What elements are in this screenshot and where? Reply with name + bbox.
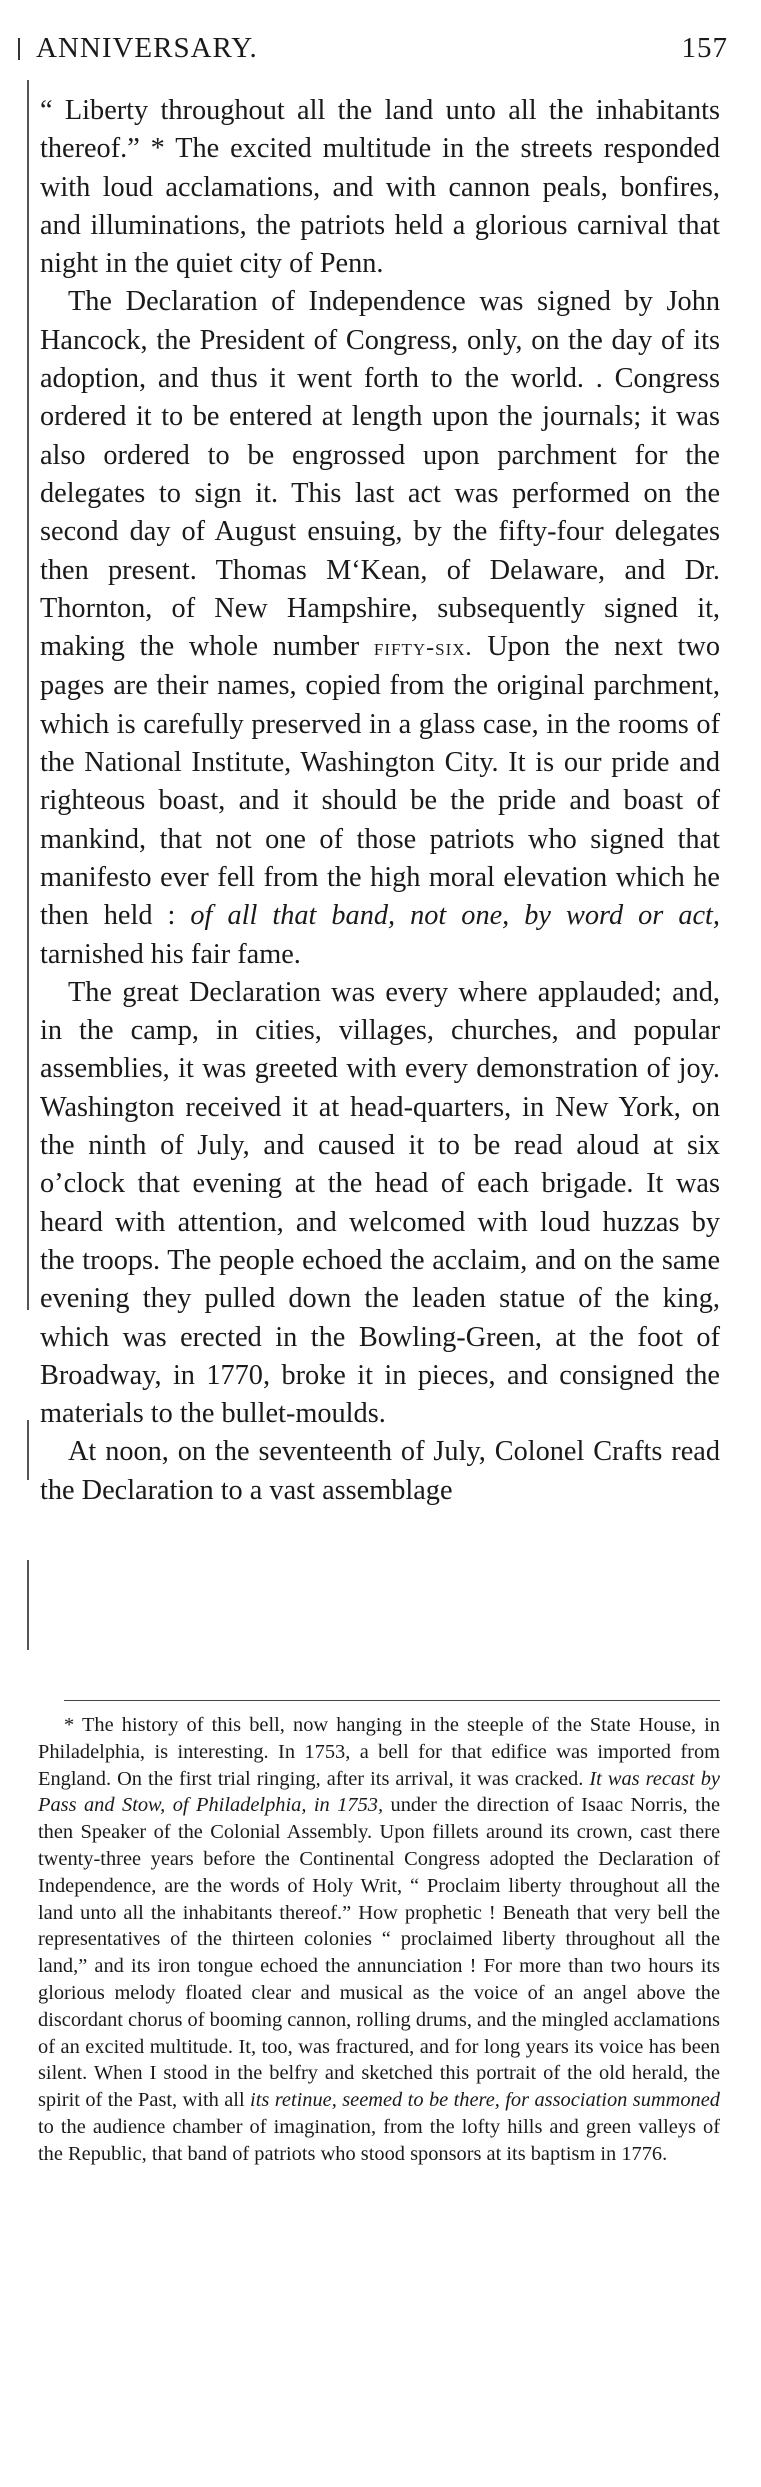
left-margin-rule bbox=[27, 80, 29, 1310]
margin-mark bbox=[18, 38, 20, 60]
paragraph-declaration-signed bbox=[40, 283, 720, 973]
page-number: 157 bbox=[681, 32, 728, 64]
text-run: tarnished his fair fame. bbox=[40, 938, 301, 970]
text-run: under the direction of Isaac Norris, the then Speaker of the Colonial Assembly. Upon fillets around its crown, cast there twenty-three years before the Continental Congress adopted the Declaration of Independence, are the words of Holy Writ, “ Proclaim liberty throughout all the land unto all the inhabitants thereof.” How prophetic ! Beneath that very bell the representatives of the thirteen colonies “ proclaimed liberty throughout all the land,” and its iron tongue echoed the annunciation ! For more than two hours its glorious melody floated clear and musical as the voice of an angel above the discordant chorus of booming cannon, rolling drums, and the mingled acclamations of an excited multitude. It, too, was fractured, and for long years its voice has been silent. When I stood in the belfry and sketched this portrait of the old herald, the spirit of the Past, with all bbox=[38, 1794, 721, 2112]
paragraph-declaration-applauded: The great Declaration was every where applauded; and, in the camp, in cities, villages, churches, and popular assemblies, it was greeted with every demonstration of joy. Washington received it at head-quarters, in New York, on the ninth of July, and caused it to be read aloud at six o’clock that evening at the head of each brigade. It was heard with attention, and welcomed with loud huzzas by the troops. The people echoed the acclaim, and on the same evening they pulled down the leaden statue of the king, which was erected in the Bowling-Green, at the foot of Broadway, in 1770, broke it in pieces, and consigned the materials to the bullet-moulds. bbox=[40, 976, 720, 1430]
footnote-rule bbox=[64, 1700, 720, 1701]
footnote-paragraph bbox=[38, 1712, 720, 2168]
footnote bbox=[38, 1712, 720, 2168]
text-run: Upon the next two pages are their names, copied from the original parchment, which is carefully preserved in a glass case, in the rooms of the National Institute, Washington City. It is our pride and righteous boast, and it should be the pride and boast of mankind, that not one of those patriots who signed that manifesto ever fell from the high moral elevation which he then held : bbox=[40, 631, 720, 932]
text-run: The Declaration of Independence was signed by John Hancock, the President of Congress, only, on the day of its adoption, and thus it went forth to the world. . Congress ordered it to be entered at length upon the journals; it was also ordered to be engrossed upon parchment for the delegates to sign it. This last act was performed on the second day of August ensuing, by the fifty-four delegates then present. Thomas M‘Kean, of Delaware, and Dr. Thornton, of New Hampshire, subsequently signed it, making the whole number bbox=[40, 286, 720, 663]
text-run: * The history of this bell, now hanging in the steeple of the State House, in Philadelphia, is interesting. In 1753, a bell for that edifice was imported from England. On the first trial ringing, after its arrival, it was cracked. bbox=[38, 1714, 720, 1790]
italic-phrase: its retinue, seemed to be there, for association summoned bbox=[250, 2089, 720, 2112]
running-header bbox=[18, 32, 728, 65]
italic-phrase: of all that band, not one, by word or act, bbox=[190, 900, 720, 932]
text-run: to the audience chamber of imagination, from the lofty hills and green valleys of the Republic, that band of patriots who stood sponsors at its baptism in 1776. bbox=[38, 2115, 720, 2165]
main-text bbox=[40, 92, 720, 1510]
paragraph-colonel-crafts: At noon, on the seventeenth of July, Colonel Crafts read the Declaration to a vast assemblage bbox=[40, 1436, 720, 1506]
italic-phrase: It was recast by Pass and Stow, of Philadelphia, in 1753, bbox=[38, 1767, 720, 1817]
paragraph-liberty: “ Liberty throughout all the land unto all the inhabitants thereof.” * The excited multitude in the streets responded with loud acclamations, and with cannon peals, bonfires, and illuminations, the patriots held a glorious carnival that night in the quiet city of Penn. bbox=[40, 95, 720, 280]
left-margin-rule bbox=[27, 1560, 29, 1650]
running-title: ANNIVERSARY. bbox=[36, 32, 258, 64]
small-caps-fifty-six: fifty-six. bbox=[373, 635, 473, 662]
left-margin-rule bbox=[27, 1420, 29, 1480]
